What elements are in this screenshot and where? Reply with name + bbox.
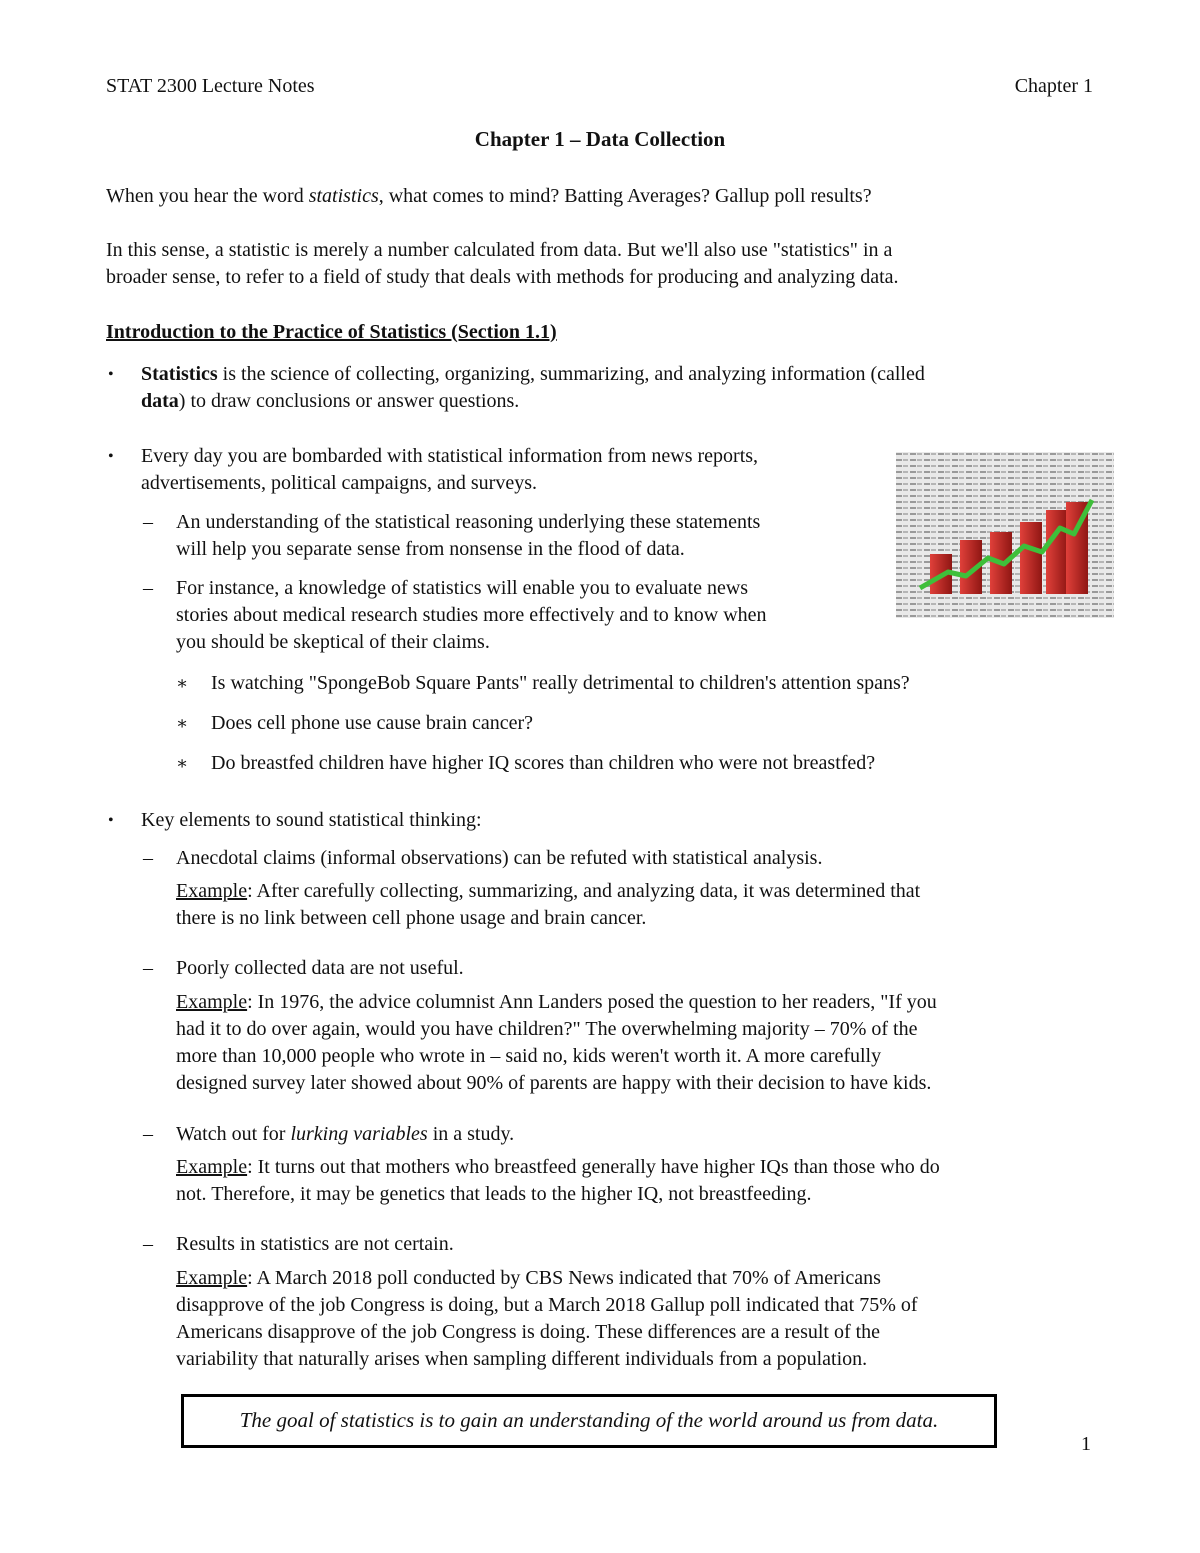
sub-2-line-2: stories about medical research studies more effectively and to know when	[176, 604, 767, 626]
element-1-example-line-1: Example: After carefully collecting, summarizing, and analyzing data, it was determined that	[176, 880, 921, 902]
element-4-example-line-2: disapprove of the job Congress is doing, but a March 2018 Gallup poll indicated that 75% of	[176, 1294, 918, 1316]
page-number: 1	[1081, 1433, 1091, 1455]
element-2-example-line-1: Example: In 1976, the advice columnist Ann Landers posed the question to her readers, "If you	[176, 991, 937, 1013]
element-4-example-line-1: Example: A March 2018 poll conducted by CBS News indicated that 70% of Americans	[176, 1267, 881, 1289]
dash-symbol: –	[143, 1233, 153, 1255]
bullet-2-line-2: advertisements, political campaigns, and surveys.	[141, 472, 538, 494]
question-2: Does cell phone use cause brain cancer?	[211, 712, 534, 734]
star-symbol: ∗	[176, 753, 189, 773]
element-4-head: Results in statistics are not certain.	[176, 1233, 454, 1255]
bullet-3-line-1: Key elements to sound statistical thinking:	[141, 809, 482, 831]
intro-paragraph-2-line-2: broader sense, to refer to a field of study that deals with methods for producing and analyzing data.	[106, 266, 899, 288]
element-2-example-line-3: more than 10,000 people who wrote in – said no, kids weren't worth it. A more carefully	[176, 1045, 882, 1067]
element-2-head: Poorly collected data are not useful.	[176, 957, 464, 979]
goal-statement-box: The goal of statistics is to gain an understanding of the world around us from data.	[181, 1394, 997, 1448]
bullet-2-line-1: Every day you are bombarded with statistical information from news reports,	[141, 445, 759, 467]
dash-symbol: –	[143, 957, 153, 979]
bullet-symbol: •	[108, 448, 114, 465]
element-2-example-line-2: had it to do over again, would you have children?" The overwhelming majority – 70% of the	[176, 1018, 918, 1040]
bar-4	[1020, 522, 1042, 594]
question-1: Is watching "SpongeBob Square Pants" really detrimental to children's attention spans?	[211, 672, 910, 694]
bar-5	[1046, 510, 1068, 594]
sub-1-line-2: will help you separate sense from nonsense in the flood of data.	[176, 538, 685, 560]
element-2-example-line-4: designed survey later showed about 90% of parents are happy with their decision to have kids.	[176, 1072, 932, 1094]
sub-2-line-3: you should be skeptical of their claims.	[176, 631, 490, 653]
sub-1-line-1: An understanding of the statistical reasoning underlying these statements	[176, 511, 761, 533]
star-symbol: ∗	[176, 673, 189, 693]
page-title: Chapter 1 – Data Collection	[474, 127, 726, 151]
bar-chart-growth-icon	[896, 452, 1114, 618]
element-4-example-line-4: variability that naturally arises when sampling different individuals from a population.	[176, 1348, 868, 1370]
element-3-example-line-1: Example: It turns out that mothers who breastfeed generally have higher IQs than those who do	[176, 1156, 940, 1178]
element-1-example-line-2: there is no link between cell phone usage and brain cancer.	[176, 907, 647, 929]
bullet-1-line-1: Statistics is the science of collecting, organizing, summarizing, and analyzing information (called	[141, 363, 925, 385]
element-3-example-line-2: not. Therefore, it may be genetics that leads to the higher IQ, not breastfeeding.	[176, 1183, 812, 1205]
sub-2-line-1: For instance, a knowledge of statistics will enable you to evaluate news	[176, 577, 749, 599]
dash-symbol: –	[143, 577, 153, 599]
dash-symbol: –	[143, 511, 153, 533]
question-3: Do breastfed children have higher IQ scores than children who were not breastfed?	[211, 752, 876, 774]
element-3-head: Watch out for lurking variables in a study.	[176, 1123, 515, 1145]
bullet-1-line-2: data) to draw conclusions or answer questions.	[141, 390, 520, 412]
header-right: Chapter 1	[1014, 75, 1093, 97]
dash-symbol: –	[143, 1123, 153, 1145]
intro-paragraph-2-line-1: In this sense, a statistic is merely a number calculated from data. But we'll also use "statistics" in a	[106, 239, 893, 261]
dash-symbol: –	[143, 847, 153, 869]
bullet-symbol: •	[108, 812, 114, 829]
intro-paragraph-1: When you hear the word statistics, what comes to mind? Batting Averages? Gallup poll results?	[106, 185, 872, 207]
element-1-head: Anecdotal claims (informal observations) can be refuted with statistical analysis.	[176, 847, 823, 869]
bullet-symbol: •	[108, 366, 114, 383]
header-left: STAT 2300 Lecture Notes	[106, 75, 315, 97]
section-heading: Introduction to the Practice of Statistics (Section 1.1)	[106, 321, 557, 343]
element-4-example-line-3: Americans disapprove of the job Congress is doing. These differences are a result of the	[176, 1321, 881, 1343]
star-symbol: ∗	[176, 713, 189, 733]
